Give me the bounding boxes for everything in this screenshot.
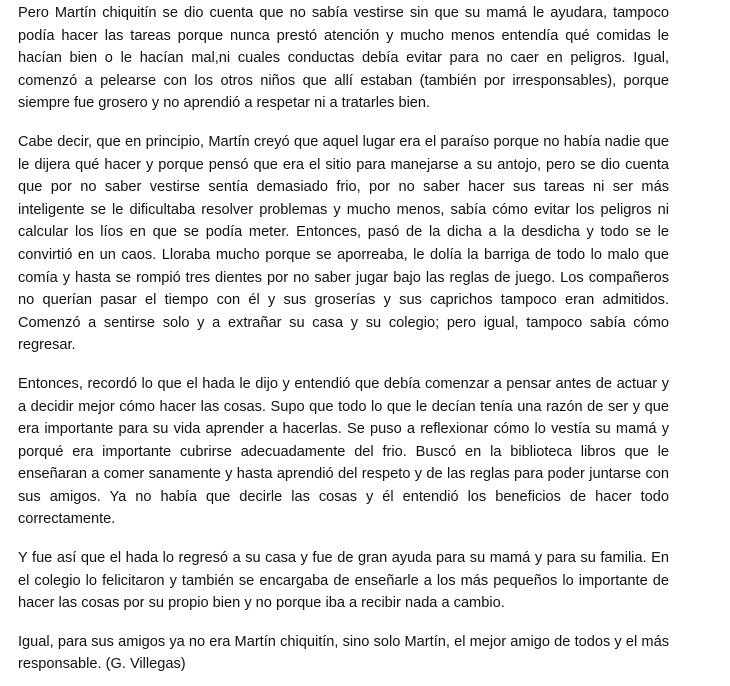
paragraph-5: Igual, para sus amigos ya no era Martín chiquitín, sino solo Martín, el mejor amigo de todos y el más responsable. (G. Villegas) [18,633,669,673]
paragraph-3: Entonces, recordó lo que el hada le dijo y entendió que debía comenzar a pensar antes de actuar y a decidir mejor cómo hacer las cosas. Supo que todo lo que le decían tenía una razón de ser y que era importante para su vida aprender a hacerlas. Se puso a reflexionar cómo lo vestía su mamá y porqué era importante cubrirse adecuadamente del frio. Buscó en la biblioteca libros que le enseñaran a comer sanamente y hasta aprendió del respeto y de las reglas para poder juntarse con sus amigos. Ya no había que decirle las cosas y él entendió los beneficios de hacer todo correctamente. [18,375,669,528]
document-body [18,2,669,676]
paragraph-4: Y fue así que el hada lo regresó a su casa y fue de gran ayuda para su mamá y para su familia. En el colegio lo felicitaron y también se encargaba de enseñarle a los más pequeños lo importante de hacer las cosas por su propio bien y no porque iba a recibir nada a cambio. [18,550,669,612]
paragraph-1: Pero Martín chiquitín se dio cuenta que no sabía vestirse sin que su mamá le ayudara, tampoco podía hacer las tareas porque nunca prestó atención y mucho menos entendía qué comidas le hacían bien o le hacían mal,ni cuales conductas debía evitar para no caer en peligros. Igual, comenzó a pelearse con los otros niños que allí estaban (también por irresponsables), porque siempre fue grosero y no aprendió a respetar ni a tratarles bien. [18,5,669,112]
paragraph-2: Cabe decir, que en principio, Martín creyó que aquel lugar era el paraíso porque no había nadie que le dijera qué hacer y porque pensó que era el sitio para manejarse a su antojo, pero se dio cuenta que por no saber vestirse sentía demasiado frio, por no saber hacer sus tareas ni ser más inteligente se le dificultaba resolver problemas y mucho menos, sabía cómo evitar los peligros ni calcular los líos en que se podía meter. Entonces, pasó de la dicha a la desdicha y todo se le convirtió en un caos. Lloraba mucho porque se aporreaba, le dolía la barriga de todo lo malo que comía y hasta se rompió tres dientes por no saber jugar bajo las reglas de juego. Los compañeros no querían pasar el tiempo con él y sus groserías y sus caprichos tampoco eran admitidos. Comenzó a sentirse solo y a extrañar su casa y su colegio; pero igual, tampoco sabía cómo regresar. [18,133,669,354]
